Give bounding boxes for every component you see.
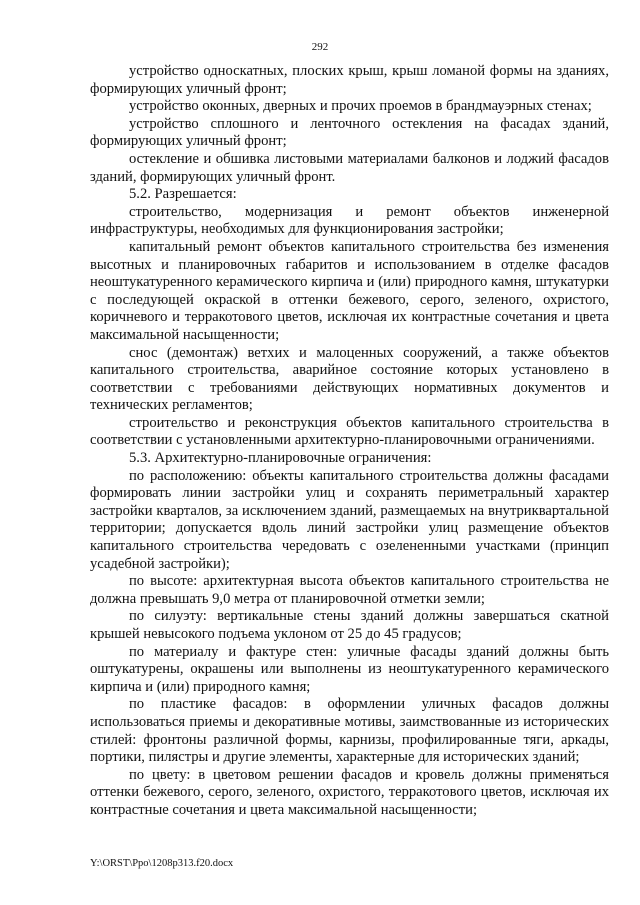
section-heading-5-2: 5.2. Разрешается: [129, 186, 237, 203]
paragraph-firewall-openings: устройство оконных, дверных и прочих проемов в брандмауэрных стенах; [129, 98, 592, 115]
paragraph-continuous-glazing: устройство сплошного и ленточного остекления на фасадах зданий, формирующих уличный фронт; [90, 115, 609, 150]
paragraph-location: по расположению: объекты капитального строительства должны фасадами формировать линии застройки улиц и сохранять периметральный характер застройки кварталов, за исключением зданий, размещаемых на внутриквартальной территории; допускается вдоль линий застройки улиц размещение объектов капитального строительства чередовать с озелененными участками (принцип усадебной застройки); [90, 467, 609, 572]
paragraph-color: по цвету: в цветовом решении фасадов и кровель должны применяться оттенки бежевого, серого, зеленого, охристого, терракотового цветов, исключая их контрастные сочетания и цвета максимальной насыщенности; [90, 766, 609, 818]
paragraph-facade-plasticity: по пластике фасадов: в оформлении уличных фасадов должны использоваться приемы и декоративные мотивы, заимствованные из исторических стилей: фронтоны различной формы, карнизы, профилированные тяги, аркады, портики, пилястры и другие элементы, характерные для исторических зданий; [90, 696, 609, 766]
paragraph-wall-material: по материалу и фактуре стен: уличные фасады зданий должны быть оштукатурены, окрашены или выполнены из неоштукатуренного керамического кирпича и (или) природного камня; [90, 643, 609, 695]
section-heading-5-3: 5.3. Архитектурно-планировочные ограничения: [129, 450, 432, 467]
paragraph-demolition: снос (демонтаж) ветхих и малоценных сооружений, а также объектов капитального строительства, аварийное состояние которых установлено в соответствии с требованиями действующих нормативных документов и технических регламентов; [90, 344, 609, 414]
footer-file-path: Y:\ORST\Ppo\1208p313.f20.docx [90, 858, 234, 869]
document-body [90, 63, 609, 820]
paragraph-balcony-glazing: остекление и обшивка листовыми материалами балконов и лоджий фасадов зданий, формирующих уличный фронт. [90, 150, 609, 185]
paragraph-silhouette: по силуэту: вертикальные стены зданий должны завершаться скатной крышей невысокого подъема уклоном от 25 до 45 градусов; [90, 608, 609, 642]
paragraph-construction-reconstruction: строительство и реконструкция объектов капитального строительства в соответствии с установленными архитектурно-планировочными ограничениями. [90, 414, 609, 449]
paragraph-engineering-infrastructure: строительство, модернизация и ремонт объектов инженерной инфраструктуры, необходимых для функционирования застройки; [90, 203, 609, 238]
paragraph-height: по высоте: архитектурная высота объектов капитального строительства не должна превышать 9,0 метра от планировочной отметки земли; [90, 573, 609, 607]
paragraph-roof-restriction: устройство односкатных, плоских крыш, крыш ломаной формы на зданиях, формирующих уличный фронт; [90, 63, 609, 97]
paragraph-major-repair: капитальный ремонт объектов капитального строительства без изменения высотных и планировочных габаритов и использованием в отделке фасадов неоштукатуренного керамического кирпича и (или) природного камня, штукатурки с последующей окраской в оттенки бежевого, серого, зеленого, охристого, коричневого и терракотового цветов, исключая их контрастные сочетания и цвета максимальной насыщенности; [90, 238, 609, 343]
page-number: 292 [311, 41, 329, 53]
